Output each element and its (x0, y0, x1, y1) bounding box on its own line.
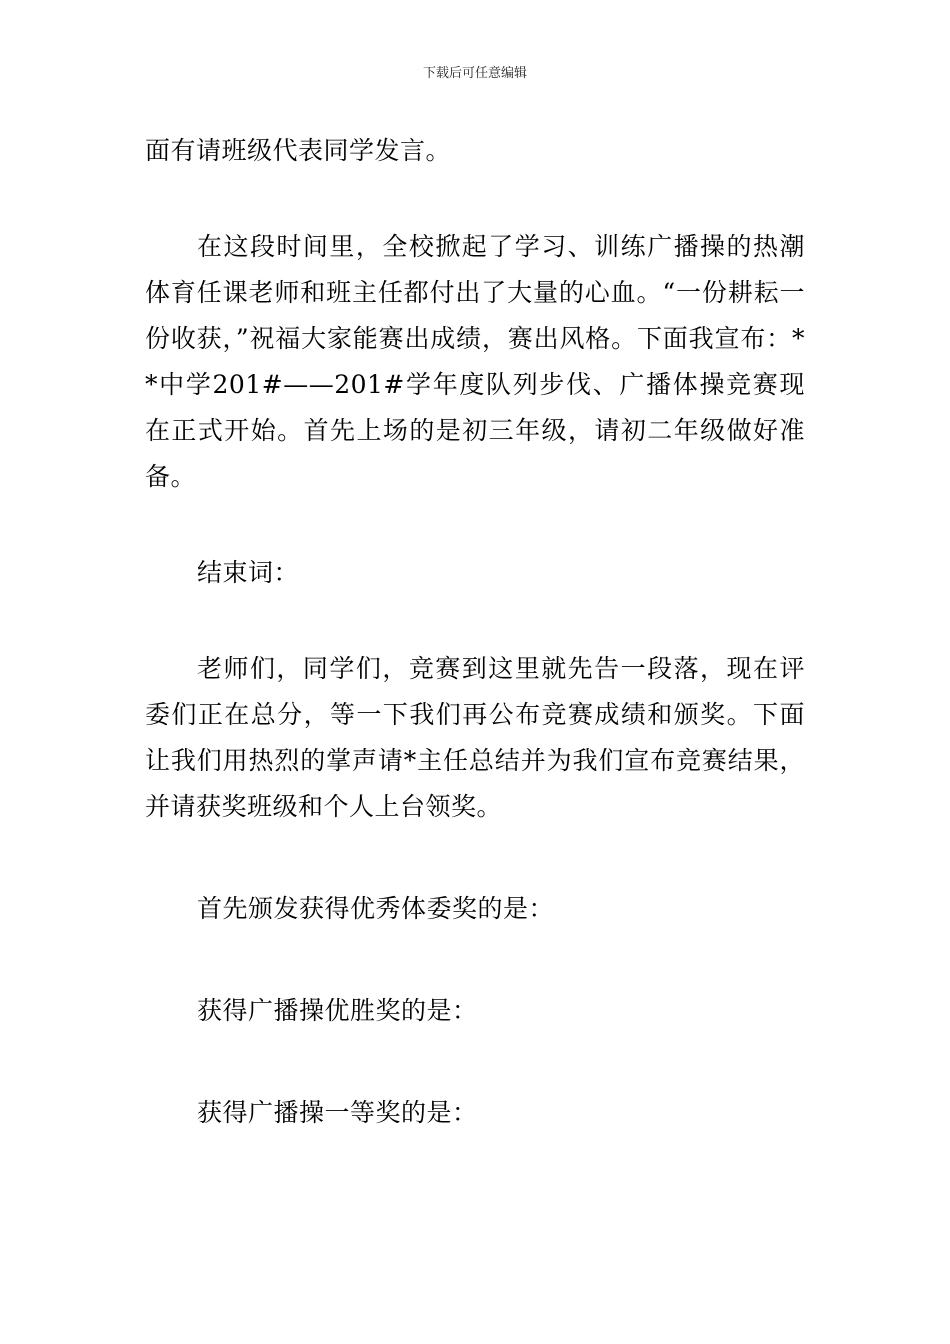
paragraph-closing-speech: 老师们，同学们，竞赛到这里就先告一段落，现在评委们正在总分，等一下我们再公布竞赛成绩和颁奖。下面让我们用热烈的掌声请*主任总结并为我们宣布竞赛结果，并请获奖班级和个人上台领奖。 (145, 654, 805, 821)
document-body (145, 128, 805, 1136)
paragraph-award-excellence: 获得广播操优胜奖的是： (197, 996, 478, 1025)
paragraph-opening-announcement: 在这段时间里，全校掀起了学习、训练广播操的热潮体育任课老师和班主任都付出了大量的心血。“一份耕耘一份收获，”祝福大家能赛出成绩，赛出风格。下面我宣布：**中学201#——201#学年度队列步伐、广播体操竞赛现在正式开始。首先上场的是初三年级，请初二年级做好准备。 (145, 232, 805, 491)
paragraph-award-sports-committee: 首先颁发获得优秀体委奖的是： (197, 894, 555, 923)
page-header: 下载后可任意编辑 (422, 66, 527, 81)
paragraph-closing-heading: 结束词： (197, 558, 300, 587)
paragraph-award-first-prize: 获得广播操一等奖的是： (197, 1098, 478, 1127)
paragraph-continuation: 面有请班级代表同学发言。 (145, 136, 452, 165)
